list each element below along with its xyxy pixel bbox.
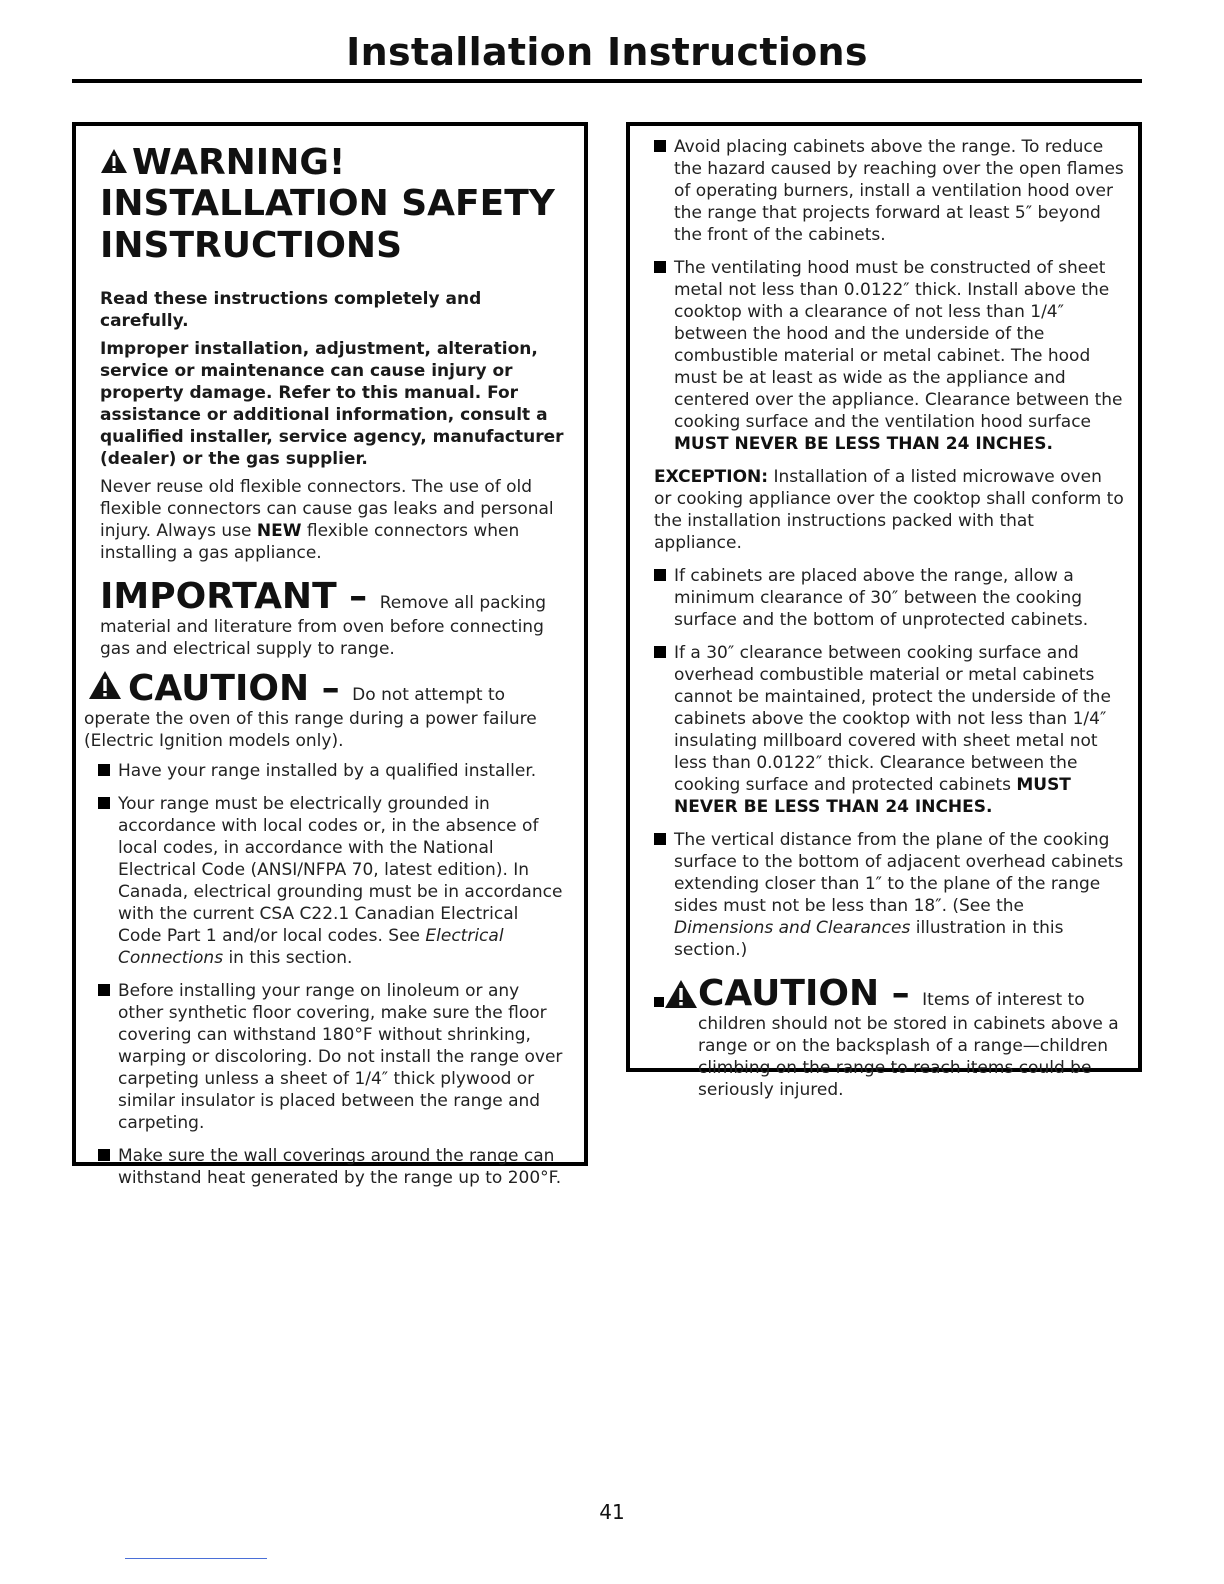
important-label: IMPORTANT (100, 576, 337, 618)
caution-notice (84, 670, 566, 752)
list-item-emphasis: MUST NEVER BE LESS THAN 24 INCHES. (674, 775, 1071, 817)
caution-triangle-icon (664, 979, 698, 1015)
list-item (98, 760, 566, 782)
warning-triangle-icon (100, 142, 128, 183)
list-item (654, 257, 1124, 455)
bullet-square-icon (654, 646, 666, 658)
warning-subtitle-line-1: INSTALLATION SAFETY (100, 183, 555, 225)
connector-text-new: NEW (256, 521, 302, 542)
list-item-text: Make sure the wall coverings around the range can withstand heat generated by the range up to 200°F. (118, 1146, 562, 1189)
warning-subtitle-line-2: INSTRUCTIONS (100, 224, 402, 266)
list-item-text: If cabinets are placed above the range, allow a minimum clearance of 30″ between the cooking surface and the bottom of unprotected cabinets. (674, 566, 1089, 630)
list-item-text: in this section. (223, 948, 353, 969)
caution-label: CAUTION (698, 973, 880, 1014)
warning-heading (100, 142, 566, 183)
bullet-square-icon (654, 833, 666, 845)
list-item (654, 565, 1124, 631)
list-item (98, 793, 566, 969)
caution-text: Do not attempt to operate the oven of this range during a power failure (Electric Ignition models only). (84, 685, 537, 752)
improper-installation-text: Improper installation, adjustment, alteration, service or maintenance can cause injury or property damage. Refer to this manual. For assistance or additional information, consult a qualified installer, service agency, manufacturer (dealer) or the gas supplier. (100, 339, 564, 470)
electrical-connections-ref: Electrical Connections (118, 926, 504, 969)
important-dash: – (336, 576, 380, 618)
list-item-emphasis: MUST NEVER BE LESS THAN 24 INCHES. (674, 434, 1053, 454)
bullet-square-icon (98, 764, 110, 776)
exception-body: Installation of a listed microwave oven or cooking appliance over the cooktop shall conform to the installation instructions packed with that appliance. (654, 467, 1124, 553)
bullet-square-icon (98, 797, 110, 809)
read-instructions-text: Read these instructions completely and carefully. (100, 289, 482, 332)
list-item-text: Have your range installed by a qualified installer. (118, 761, 537, 782)
list-item-text: If a 30″ clearance between cooking surface and overhead combustible material or metal cabinets cannot be maintained, protect the underside of the cabinets above the cooktop with not less than 1/4″ insulating millboard covered with sheet metal not less than 0.0122″ thick. Clearance between the cooking surface and protected cabinets (674, 643, 1111, 795)
list-item (654, 136, 1124, 246)
bullet-square-icon (654, 997, 664, 1007)
children-caution-notice (654, 975, 1124, 1101)
cabinet-clearance-panel (626, 122, 1142, 1100)
header-rule (72, 79, 1142, 83)
list-item-text: Before installing your range on linoleum or any other synthetic floor covering, make sure the floor covering can withstand 180°F without shrinking, warping or discoloring. Do not install the range over carpeting unless a sheet of 1/4″ thick plywood or similar insulator is placed between the range and carpeting. (118, 981, 563, 1134)
list-item (98, 980, 566, 1134)
list-item-text: illustration in this section.) (674, 918, 1064, 960)
page-number: 41 (599, 1500, 625, 1524)
list-item (654, 642, 1124, 818)
list-item (98, 1145, 566, 1189)
list-item-text: Your range must be electrically grounded in accordance with local codes or, in the absence of local codes, in accordance with the National Electrical Code (ANSI/NFPA 70, latest edition). In Canada, electrical grounding must be in accordance with the current CSA C22.1 Canadian Electrical Code Part 1 and/or local codes. See (118, 794, 563, 947)
bullet-square-icon (654, 140, 666, 152)
exception-text (654, 466, 1124, 554)
important-text: Remove all packing material and literature from oven before connecting gas and electrical supply to range. (100, 593, 547, 660)
caution-dash: – (309, 668, 353, 710)
caution-label: CAUTION (128, 668, 310, 710)
connector-text-b: flexible connectors when installing a gas appliance. (100, 521, 520, 564)
footer-link-underline (125, 1558, 267, 1559)
warning-title: WARNING! (132, 142, 346, 183)
caution-triangle-icon (88, 670, 122, 706)
list-item-text: Avoid placing cabinets above the range. To reduce the hazard caused by reaching over the open flames of operating burners, install a ventilation hood over the range that projects forward at least 5″ beyond the front of the cabinets. (674, 137, 1124, 245)
list-item-text: The ventilating hood must be constructed of sheet metal not less than 0.0122″ thick. Install above the cooktop with a clearance of not less than 1/4″ between the hood and the underside of the combustible material or metal cabinet. The hood must be at least as wide as the appliance and centered over the appliance. Clearance between the cooking surface and the ventilation hood surface (674, 258, 1123, 432)
exception-label: EXCEPTION: (654, 467, 769, 487)
bullet-square-icon (654, 261, 666, 273)
dimensions-clearances-ref: Dimensions and Clearances (674, 918, 911, 938)
connector-warning-text (100, 476, 566, 564)
connector-text-a: Never reuse old flexible connectors. The use of old flexible connectors can cause gas leaks and personal injury. Always use (100, 477, 554, 542)
bullet-square-icon (98, 984, 110, 996)
list-item-text: The vertical distance from the plane of the cooking surface to the bottom of adjacent overhead cabinets extending closer than 1″ to the plane of the range sides must not be less than 18″. (See the (674, 830, 1124, 916)
caution-dash: – (879, 973, 923, 1014)
important-notice (100, 578, 566, 660)
safety-instructions-panel (72, 122, 588, 1189)
bullet-square-icon (98, 1149, 110, 1161)
page-title: Installation Instructions (346, 30, 868, 74)
bullet-square-icon (654, 569, 666, 581)
list-item (654, 829, 1124, 961)
caution-text: Items of interest to children should not be stored in cabinets above a range or on the backsplash of a range—children climbing on the range to reach items could be seriously injured. (698, 990, 1119, 1100)
